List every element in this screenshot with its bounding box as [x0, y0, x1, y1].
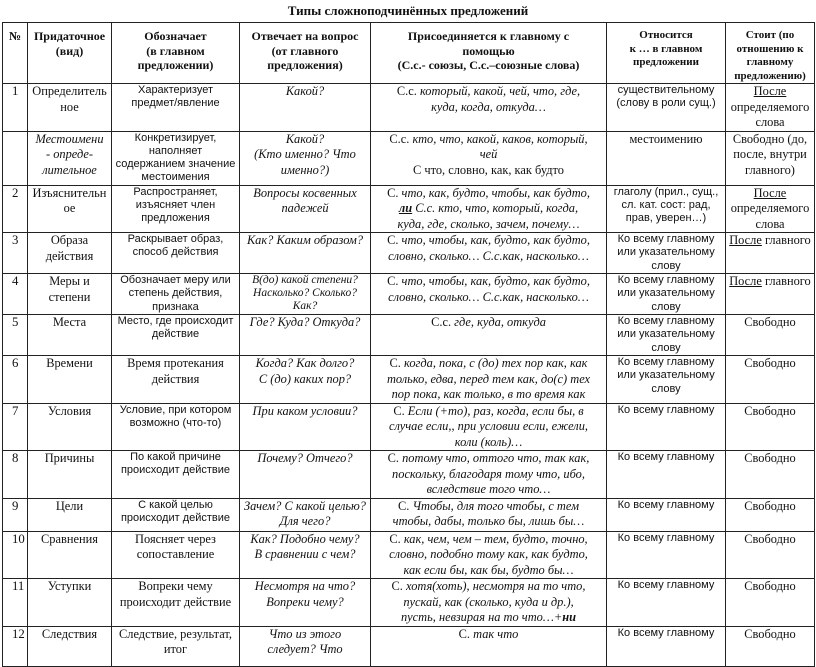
clause-position: Свободно — [726, 626, 815, 666]
clause-designation: Поясняет через сопоставление — [112, 531, 240, 579]
clause-type: Следствия — [28, 626, 112, 666]
clause-designation: Обозначает меру или степень действия, признака — [112, 274, 240, 315]
clause-type: Времени — [28, 356, 112, 404]
page-title: Типы сложноподчинённых предложений — [287, 3, 529, 18]
clause-position: Свободно — [726, 498, 815, 531]
clause-designation: Характеризует предмет/явление — [112, 84, 240, 132]
header-num: № — [3, 23, 28, 84]
clause-designation: Следствие, результат, итог — [112, 626, 240, 666]
clause-conjunctions: С. что, как, будто, чтобы, как будто, ли С.с. кто, что, который, когда, куда, где, сколько, зачем, почему… — [371, 185, 607, 233]
clause-conjunctions: С. что, чтобы, как, будто, как будто, словно, сколько… С.с.как, насколько… — [371, 233, 607, 274]
row-number: 2 — [3, 185, 28, 233]
clause-type: Условия — [28, 403, 112, 451]
table-row — [3, 451, 815, 499]
row-number: 8 — [3, 451, 28, 499]
clause-relates-to: Ко всему главному — [607, 498, 726, 531]
table-row — [3, 131, 815, 185]
clause-conjunctions: С.с. который, какой, чей, что, где, куда, когда, откуда… — [371, 84, 607, 132]
clause-type: Сравнения — [28, 531, 112, 579]
table-row — [3, 84, 815, 132]
clause-question: Какой? — [240, 84, 371, 132]
clause-designation: С какой целью происходит действие — [112, 498, 240, 531]
table-row — [3, 626, 815, 666]
clause-conjunctions: С. что, чтобы, как, будто, как будто, словно, сколько… С.с.как, насколько… — [371, 274, 607, 315]
clause-conjunctions: С. как, чем, чем – тем, будто, точно, словно, подобно тому как, как будто, как если бы, как бы, будто бы… — [371, 531, 607, 579]
clause-position: Свободно — [726, 579, 815, 627]
clause-type: Меры и степени — [28, 274, 112, 315]
clause-relates-to: Ко всему главному или указательному слову — [607, 315, 726, 356]
clause-position: После определяемого слова — [726, 185, 815, 233]
clause-conjunctions: С.с. кто, что, какой, каков, который, чей С что, словно, как, как будто — [371, 131, 607, 185]
row-number: 12 — [3, 626, 28, 666]
clause-designation: Условие, при котором возможно (что-то) — [112, 403, 240, 451]
clause-designation: Распространяет, изъясняет член предложения — [112, 185, 240, 233]
header-question: Отвечает на вопрос (от главного предложения) — [240, 23, 371, 84]
clause-position: После главного — [726, 233, 815, 274]
clause-conjunctions: С. Если (+то), раз, когда, если бы, в случае если,, при условии если, ежели, коли (коль)… — [371, 403, 607, 451]
row-number: 9 — [3, 498, 28, 531]
clause-question: Почему? Отчего? — [240, 451, 371, 499]
header-joins: Присоединяется к главному с помощью (С.с.- союзы, С.с.–союзные слова) — [371, 23, 607, 84]
clause-conjunctions: С. так что — [371, 626, 607, 666]
row-number — [3, 131, 28, 185]
clause-position: Свободно — [726, 403, 815, 451]
clause-position: Свободно — [726, 315, 815, 356]
clause-question: Как? Подобно чему? В сравнении с чем? — [240, 531, 371, 579]
clause-designation: По какой причине происходит действие — [112, 451, 240, 499]
clause-conjunctions: С. когда, пока, с (до) тех пор как, как только, едва, перед тем как, до(с) тех пор пока, как только, в то время как — [371, 356, 607, 404]
row-number: 1 — [3, 84, 28, 132]
clause-position: Свободно — [726, 451, 815, 499]
row-number: 6 — [3, 356, 28, 404]
clause-position: После главного — [726, 274, 815, 315]
row-number: 11 — [3, 579, 28, 627]
clause-type: Образа действия — [28, 233, 112, 274]
clause-question: Как? Каким образом? — [240, 233, 371, 274]
clause-position: Свободно (до, после, внутри главного) — [726, 131, 815, 185]
table-row — [3, 498, 815, 531]
header-relates: Относится к … в главном предложении — [607, 23, 726, 84]
header-position: Стоит (по отношению к главному предложению) — [726, 23, 815, 84]
clause-conjunctions: С. потому что, оттого что, так как, поскольку, благодаря тому что, ибо, вследствие того что… — [371, 451, 607, 499]
clause-relates-to: Ко всему главному или указательному слову — [607, 356, 726, 404]
clause-designation: Место, где происходит действие — [112, 315, 240, 356]
clause-type: Причины — [28, 451, 112, 499]
clause-type: Определитель ное — [28, 84, 112, 132]
clause-relates-to: Ко всему главному — [607, 579, 726, 627]
clause-designation: Время протекания действия — [112, 356, 240, 404]
clause-question: Когда? Как долго? С (до) каких пор? — [240, 356, 371, 404]
row-number: 4 — [3, 274, 28, 315]
clause-conjunctions: С. Чтобы, для того чтобы, с тем чтобы, дабы, только бы, лишь бы… — [371, 498, 607, 531]
clause-position: Свободно — [726, 531, 815, 579]
clause-conjunctions: С. хотя(хоть), несмотря на то что, пускай, как (сколько, куда и др.), пусть, невзирая на то что…+ни — [371, 579, 607, 627]
table-row — [3, 233, 815, 274]
clause-question: Зачем? С какой целью? Для чего? — [240, 498, 371, 531]
clause-relates-to: Ко всему главному или указательному слову — [607, 274, 726, 315]
header-type: Придаточное (вид) — [28, 23, 112, 84]
clause-designation: Вопреки чему происходит действие — [112, 579, 240, 627]
table-row — [3, 579, 815, 627]
table-row — [3, 315, 815, 356]
clause-relates-to: Ко всему главному — [607, 403, 726, 451]
header-row — [3, 23, 815, 84]
clause-question: При каком условии? — [240, 403, 371, 451]
clause-relates-to: Ко всему главному или указательному слову — [607, 233, 726, 274]
clause-relates-to: глаголу (прил., сущ., сл. кат. сост: рад, прав, уверен…) — [607, 185, 726, 233]
row-number: 3 — [3, 233, 28, 274]
table-row — [3, 531, 815, 579]
clause-question: Какой? (Кто именно? Что именно?) — [240, 131, 371, 185]
clause-question: Где? Куда? Откуда? — [240, 315, 371, 356]
row-number: 5 — [3, 315, 28, 356]
row-number: 7 — [3, 403, 28, 451]
clause-type: Места — [28, 315, 112, 356]
clause-question: В(до) какой степени? Насколько? Сколько? Как? — [240, 274, 371, 315]
table-row — [3, 185, 815, 233]
clause-position: После определяемого слова — [726, 84, 815, 132]
table-row — [3, 356, 815, 404]
clause-relates-to: местоимению — [607, 131, 726, 185]
sentence-types-table — [2, 22, 815, 667]
clause-question: Вопросы косвенных падежей — [240, 185, 371, 233]
clause-designation: Конкретизирует, наполняет содержанием значение местоимения — [112, 131, 240, 185]
header-designation: Обозначает (в главном предложении) — [112, 23, 240, 84]
table-row — [3, 274, 815, 315]
clause-conjunctions: С.с. где, куда, откуда — [371, 315, 607, 356]
clause-relates-to: Ко всему главному — [607, 451, 726, 499]
clause-question: Что из этого следует? Что — [240, 626, 371, 666]
clause-type: Уступки — [28, 579, 112, 627]
table-row — [3, 403, 815, 451]
clause-type: Изъяснительн ое — [28, 185, 112, 233]
clause-relates-to: существительному (слову в роли сущ.) — [607, 84, 726, 132]
clause-question: Несмотря на что? Вопреки чему? — [240, 579, 371, 627]
clause-relates-to: Ко всему главному — [607, 531, 726, 579]
row-number: 10 — [3, 531, 28, 579]
clause-designation: Раскрывает образ, способ действия — [112, 233, 240, 274]
clause-relates-to: Ко всему главному — [607, 626, 726, 666]
clause-position: Свободно — [726, 356, 815, 404]
clause-type: Местоимени - опреде- лительное — [28, 131, 112, 185]
clause-type: Цели — [28, 498, 112, 531]
